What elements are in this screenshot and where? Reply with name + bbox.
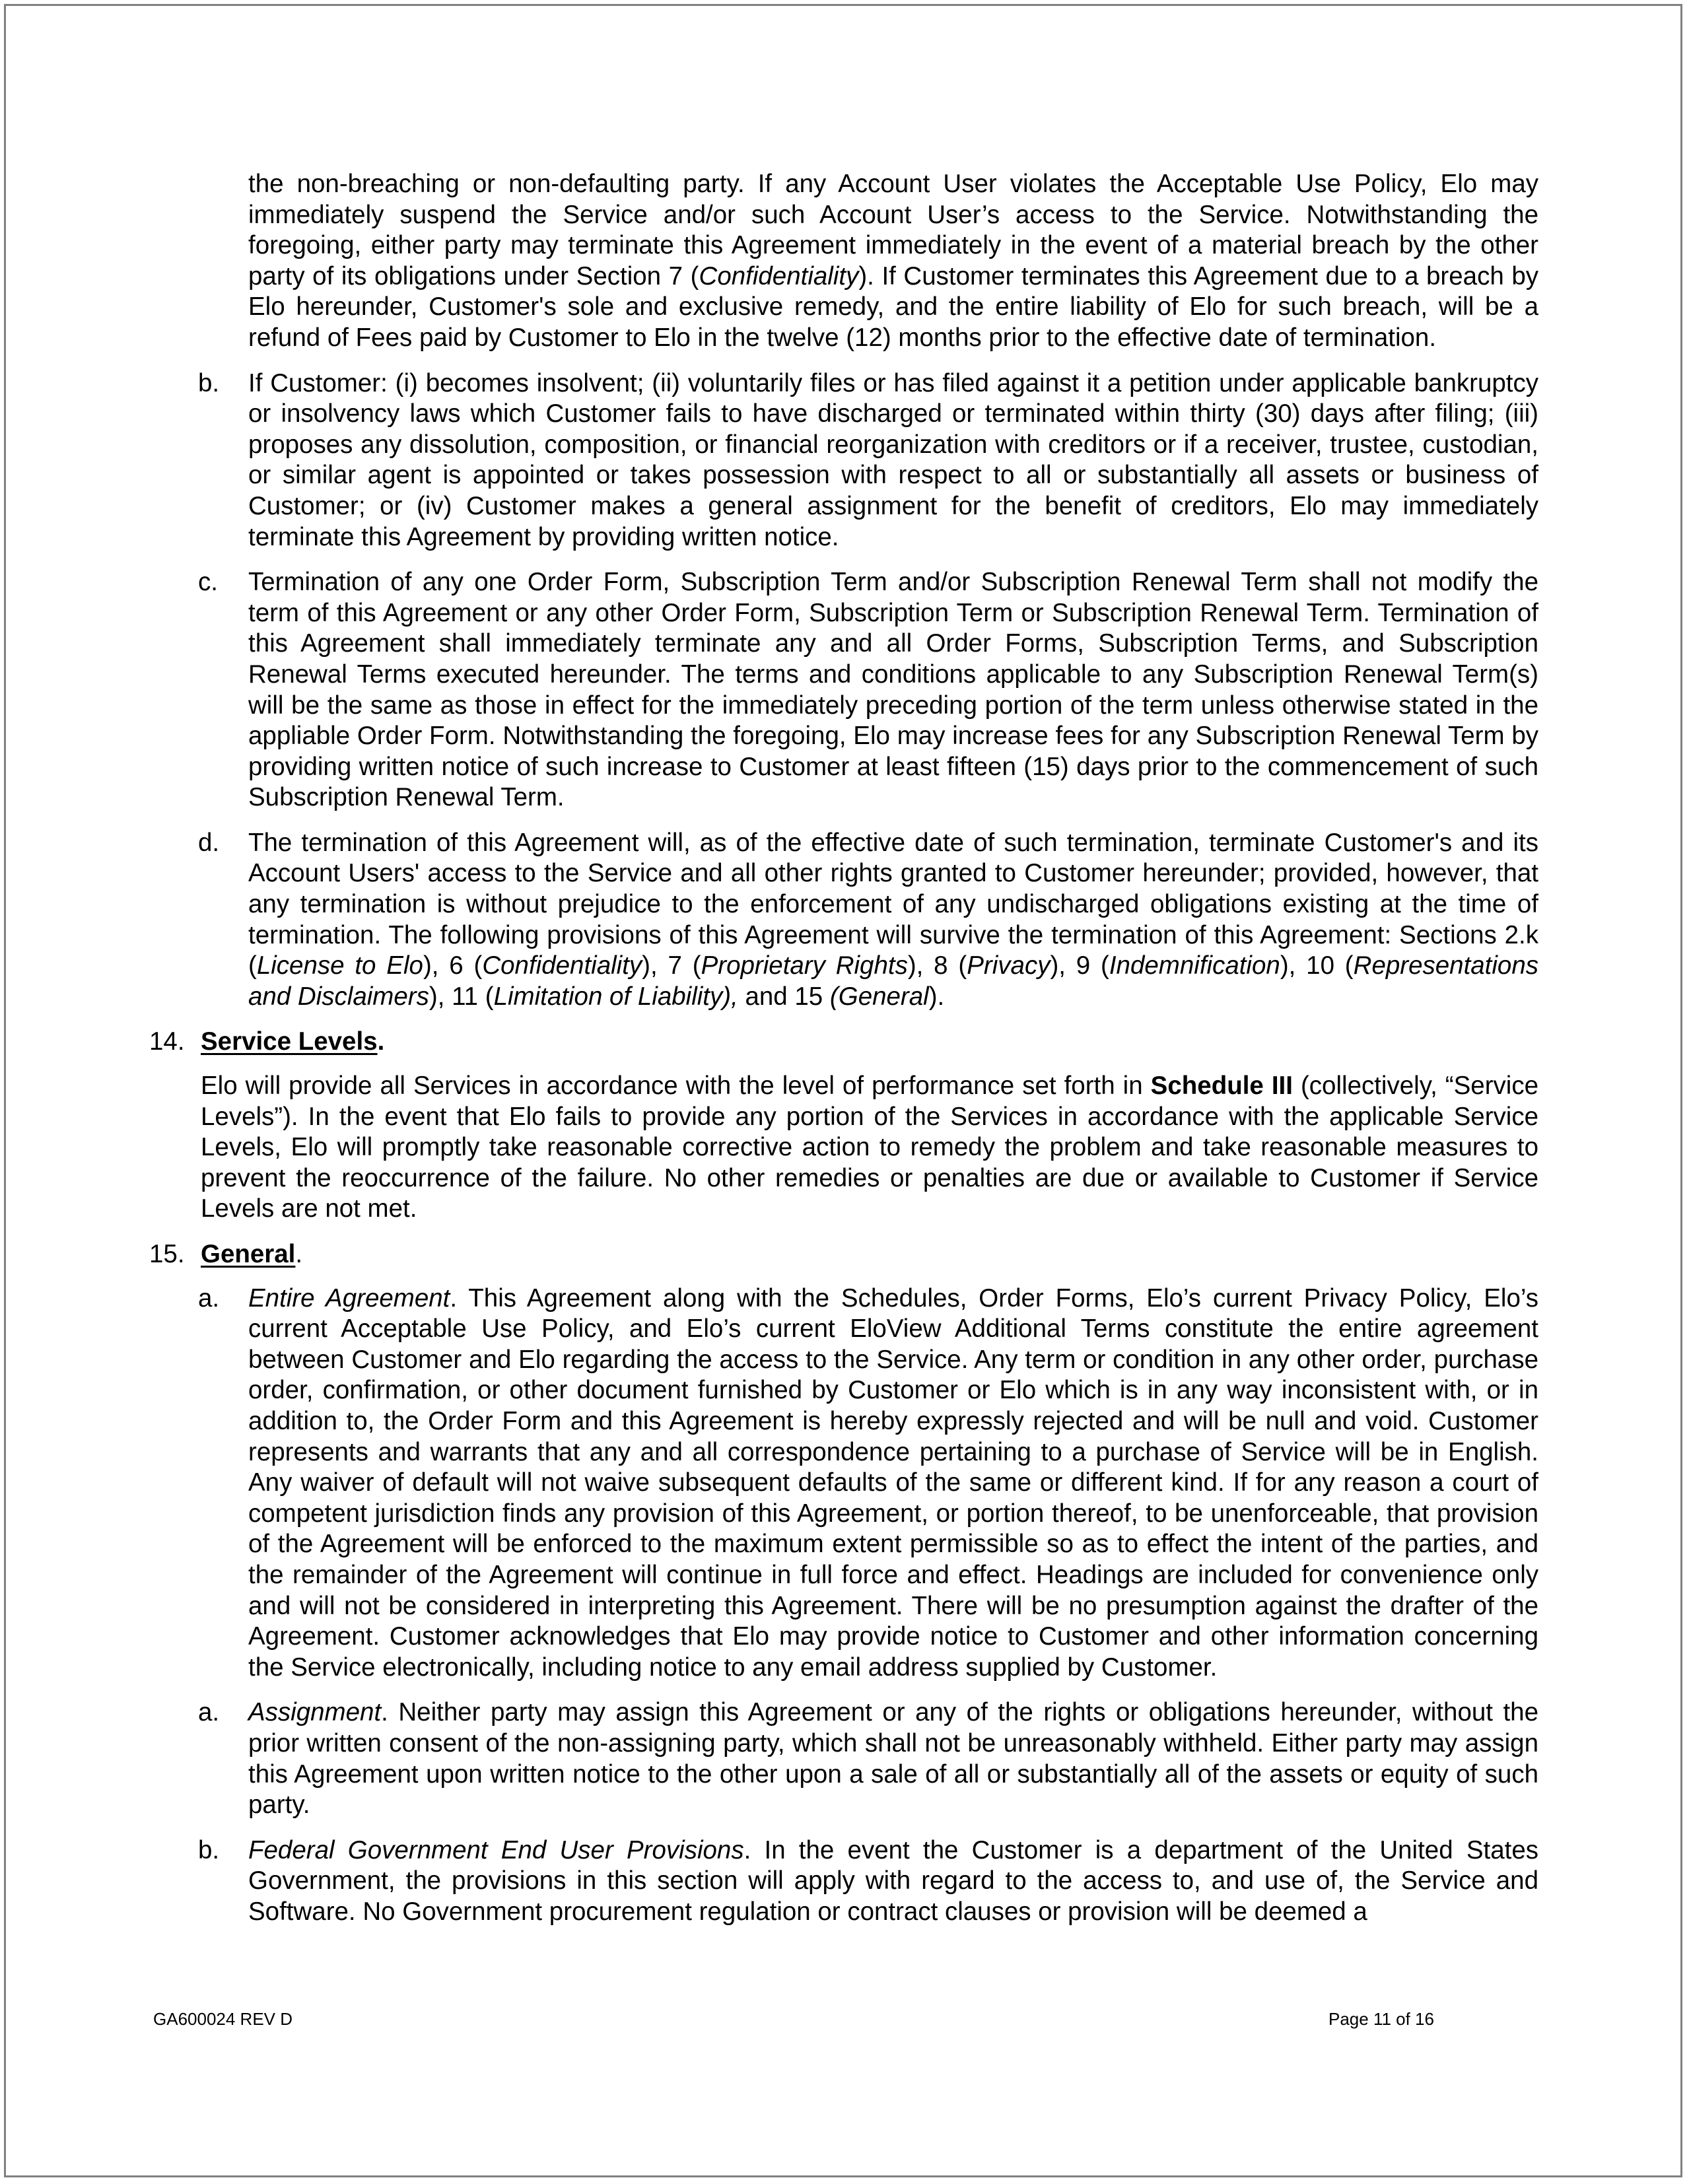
section-13b: b. If Customer: (i) becomes insolvent; (ii) voluntarily files or has filed against it a petition under applicable bankruptcy or insolvency laws which Customer fails to have discharged or terminated within thirty (30) days after filing; (iii) proposes any dissolution, composition, or financial reorganization with creditors or if a receiver, trustee, custodian, or similar agent is appointed or takes possession with respect to all or substantially all assets or business of Customer; or (iv) Customer makes a general assignment for the benefit of creditors, Elo may immediately terminate this Agreement by providing written notice. — [198, 368, 1538, 551]
list-marker: a. — [198, 1698, 220, 1727]
section-15a-assignment: a. Assignment. Neither party may assign this Agreement or any of the rights or obligations hereunder, without the prior written consent of the non-assigning party, which shall not be unreasonably withheld. Either party may assign this Agreement upon written notice to the other upon a sale of all or substantially all of the assets or equity of such party. — [198, 1698, 1538, 1820]
section-15b-federal-government: b. Federal Government End User Provisions. In the event the Customer is a department of the United States Government, the provisions in this section will apply with regard to the access to, and use of, the Service and Software. No Government procurement regulation or contract clauses or provision will be deemed a — [198, 1835, 1538, 1926]
list-marker: a. — [198, 1283, 220, 1313]
footer-page-number: Page 11 of 16 — [1328, 2009, 1434, 2029]
footer-doc-id: GA600024 REV D — [153, 2009, 293, 2029]
section-13a-continuation: the non-breaching or non-defaulting party. If any Account User violates the Acceptable Use Policy, Elo may immediately suspend the Service and/or such Account User’s access to the Service. Notwithstanding the foregoing, either party may terminate this Agreement immediately in the event of a material breach by the other party of its obligations under Section 7 (Confidentiality). If Customer terminates this Agreement due to a breach by Elo hereunder, Customer's sole and exclusive remedy, and the entire liability of Elo for such breach, will be a refund of Fees paid by Customer to Elo in the twelve (12) months prior to the effective date of termination. — [248, 170, 1538, 352]
section-14-body: Elo will provide all Services in accordance with the level of performance set forth in Schedule III (collectively, “Service Levels”). In the event that Elo fails to provide any portion of the Services in accordance with the applicable Service Levels, Elo will promptly take reasonable corrective action to remedy the problem and take reasonable measures to prevent the reoccurrence of the failure. No other remedies or penalties are due or available to Customer if Service Levels are not met. — [201, 1072, 1539, 1223]
section-13d: d. The termination of this Agreement will, as of the effective date of such termination, terminate Customer's and its Account Users' access to the Service and all other rights granted to Customer hereunder; provided, however, that any termination is without prejudice to the enforcement of any undischarged obligations existing at the time of termination. The following provisions of this Agreement will survive the termination of this Agreement: Sections 2.k (License to Elo), 6 (Confidentiality), 7 (Proprietary Rights), 8 (Privacy), 9 (Indemnification), 10 (Representations and Disclaimers), 11 (Limitation of Liability), and 15 (General). — [198, 828, 1539, 1011]
section-title: Service Levels — [201, 1027, 378, 1056]
list-marker: d. — [198, 828, 220, 857]
list-marker: b. — [198, 1835, 220, 1864]
section-13c: c. Termination of any one Order Form, Subscription Term and/or Subscription Renewal Term shall not modify the term of this Agreement or any other Order Form, Subscription Term or Subscription Renewal Term. Termination of this Agreement shall immediately terminate any and all Order Forms, Subscription Terms, and Subscription Renewal Terms executed hereunder. The terms and conditions applicable to any Subscription Renewal Term(s) will be the same as those in effect for the immediately preceding portion of the term unless otherwise stated in the appliable Order Form. Notwithstanding the foregoing, Elo may increase fees for any Subscription Renewal Term by providing written notice of such increase to Customer at least fifteen (15) days prior to the commencement of such Subscription Renewal Term. — [198, 568, 1538, 812]
list-marker: c. — [198, 568, 218, 597]
document-body — [0, 169, 1689, 1927]
section-15-heading: 15. General. — [201, 1239, 1689, 1270]
section-title: General — [201, 1240, 296, 1268]
section-15a-entire-agreement: a. Entire Agreement. This Agreement along with the Schedules, Order Forms, Elo’s current Privacy Policy, Elo’s current Acceptable Use Policy, and Elo’s current EloView Additional Terms constitute the entire agreement between Customer and Elo regarding the access to the Service. Any term or condition in any other order, purchase order, confirmation, or other document furnished by Customer or Elo which is in any way inconsistent with, or in addition to, the Order Form and this Agreement is hereby expressly rejected and will be null and void. Customer represents and warrants that any and all correspondence pertaining to a purchase of Service will be in English. Any waiver of default will not waive subsequent defaults of the same or different kind. If for any reason a court of competent jurisdiction finds any provision of this Agreement, or portion thereof, to be unenforceable, that provision of the Agreement will be enforced to the maximum extent permissible so as to effect the intent of the parties, and the remainder of the Agreement will continue in full force and effect. Headings are included for convenience only and will not be considered in interpreting this Agreement. There will be no presumption against the drafter of the Agreement. Customer acknowledges that Elo may provide notice to Customer and other information concerning the Service electronically, including notice to any email address supplied by Customer. — [198, 1283, 1538, 1682]
section-number: 15. — [149, 1240, 185, 1268]
section-14-heading: 14. Service Levels. — [201, 1027, 1689, 1058]
section-number: 14. — [149, 1027, 185, 1056]
list-marker: b. — [198, 368, 220, 397]
